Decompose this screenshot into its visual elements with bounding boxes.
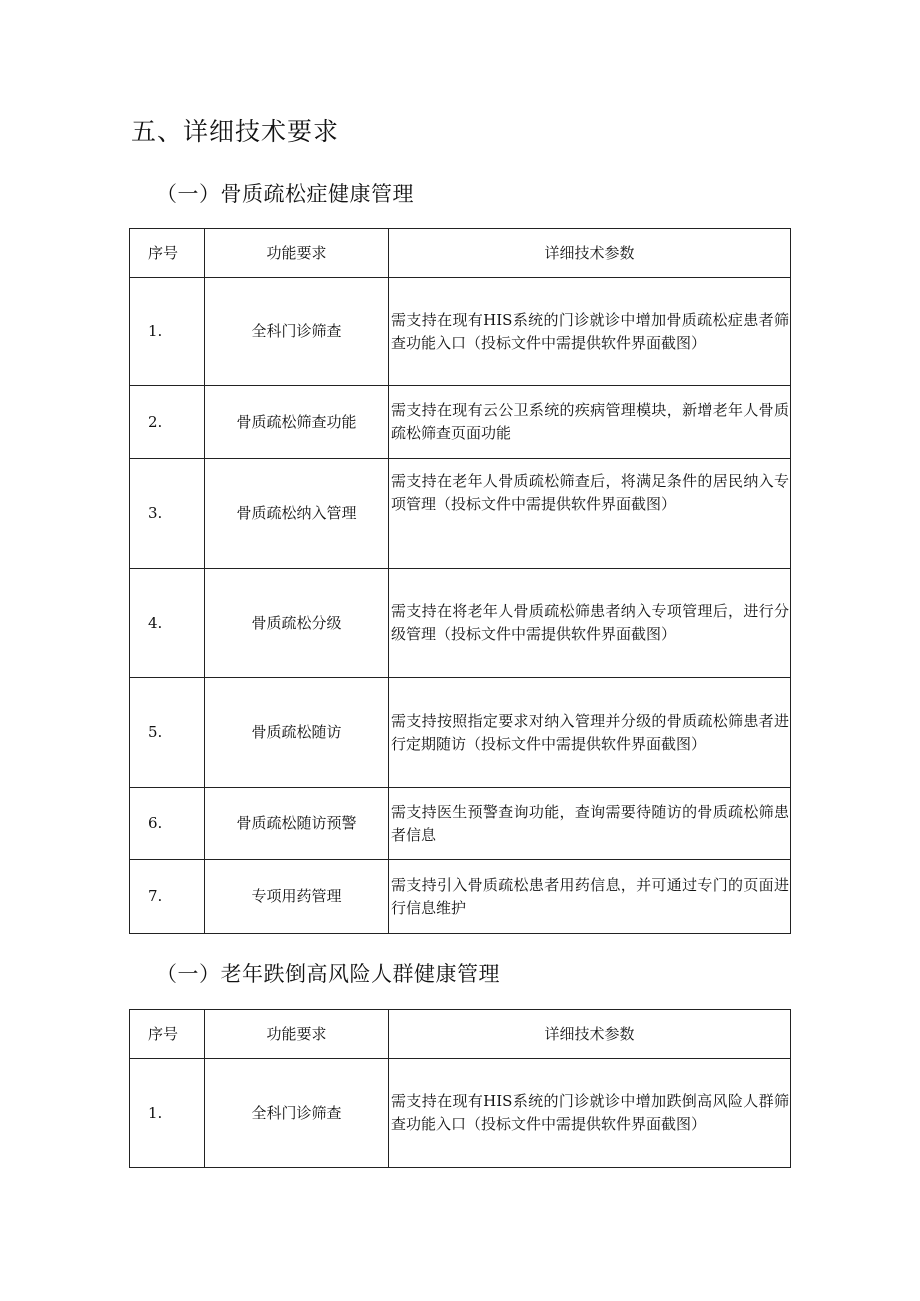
header-cell-function: 功能要求 <box>205 229 389 278</box>
header-cell-no: 序号 <box>130 1010 205 1059</box>
osteoporosis-requirements-table <box>129 228 791 934</box>
header-cell-no: 序号 <box>130 229 205 278</box>
row-number: 2. <box>130 386 205 459</box>
page-heading: 五、详细技术要求 <box>131 117 340 146</box>
row-number: 5. <box>130 678 205 788</box>
table-row <box>130 386 791 459</box>
table-row <box>130 278 791 386</box>
row-detail: 需支持引入骨质疏松患者用药信息，并可通过专门的页面进行信息维护 <box>389 860 791 934</box>
section-title-osteoporosis: （一）骨质疏松症健康管理 <box>156 182 414 206</box>
row-number: 3. <box>130 459 205 569</box>
row-function: 全科门诊筛查 <box>205 278 389 386</box>
table-row <box>130 788 791 860</box>
row-detail: 需支持在现有HIS系统的门诊就诊中增加跌倒高风险人群筛查功能入口（投标文件中需提供软件界面截图） <box>389 1059 791 1168</box>
row-function: 骨质疏松筛查功能 <box>205 386 389 459</box>
row-detail: 需支持在现有云公卫系统的疾病管理模块，新增老年人骨质疏松筛查页面功能 <box>389 386 791 459</box>
row-number: 7. <box>130 860 205 934</box>
row-function: 全科门诊筛查 <box>205 1059 389 1168</box>
table-row <box>130 569 791 678</box>
section-title-fall-risk: （一）老年跌倒高风险人群健康管理 <box>156 962 500 986</box>
table-header-row <box>130 1010 791 1059</box>
row-number: 4. <box>130 569 205 678</box>
table-row <box>130 860 791 934</box>
table-row <box>130 459 791 569</box>
row-function: 骨质疏松分级 <box>205 569 389 678</box>
table-row <box>130 678 791 788</box>
table-header-row <box>130 229 791 278</box>
fall-risk-requirements-table <box>129 1009 791 1168</box>
row-detail: 需支持在现有HIS系统的门诊就诊中增加骨质疏松症患者筛查功能入口（投标文件中需提供软件界面截图） <box>389 278 791 386</box>
row-function: 骨质疏松随访 <box>205 678 389 788</box>
row-detail: 需支持医生预警查询功能，查询需要待随访的骨质疏松筛患者信息 <box>389 788 791 860</box>
header-cell-detail: 详细技术参数 <box>389 1010 791 1059</box>
row-detail: 需支持在老年人骨质疏松筛查后，将满足条件的居民纳入专项管理（投标文件中需提供软件界面截图） <box>389 459 791 569</box>
table-row <box>130 1059 791 1168</box>
header-cell-detail: 详细技术参数 <box>389 229 791 278</box>
row-function: 骨质疏松随访预警 <box>205 788 389 860</box>
row-detail: 需支持在将老年人骨质疏松筛患者纳入专项管理后，进行分级管理（投标文件中需提供软件界面截图） <box>389 569 791 678</box>
row-function: 专项用药管理 <box>205 860 389 934</box>
row-number: 6. <box>130 788 205 860</box>
row-number: 1. <box>130 1059 205 1168</box>
header-cell-function: 功能要求 <box>205 1010 389 1059</box>
row-detail: 需支持按照指定要求对纳入管理并分级的骨质疏松筛患者进行定期随访（投标文件中需提供软件界面截图） <box>389 678 791 788</box>
row-number: 1. <box>130 278 205 386</box>
row-function: 骨质疏松纳入管理 <box>205 459 389 569</box>
